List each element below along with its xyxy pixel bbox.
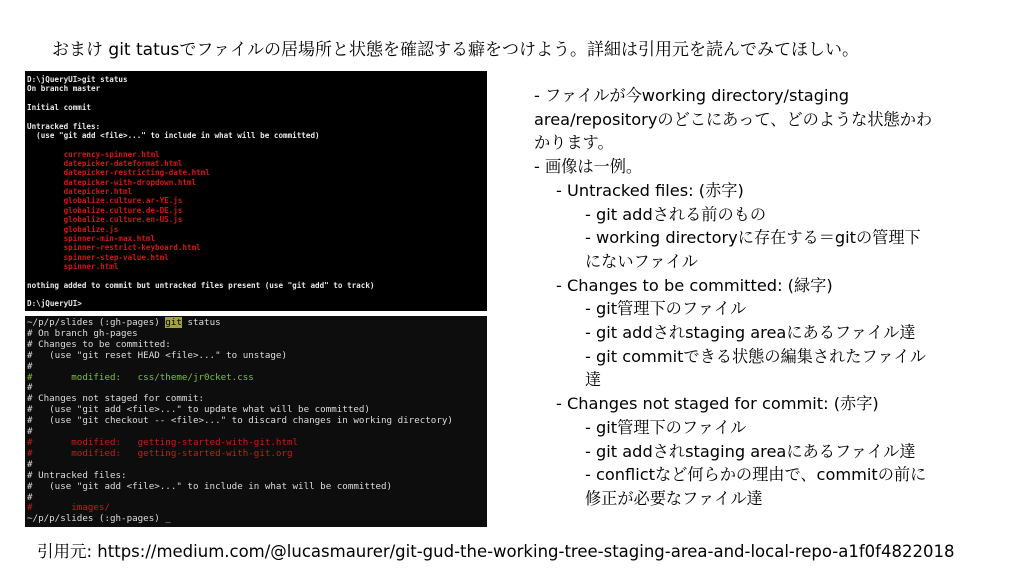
terminal-line: # (use "git add <file>..." to update what will be committed): [27, 404, 370, 416]
note-line: - conflictなど何らかの理由で、commitの前に: [585, 465, 927, 485]
terminal-line: D:\jQueryUI>: [27, 299, 82, 309]
note-line: - git addされstaging areaにあるファイル達: [585, 323, 916, 343]
terminal-line: datepicker-restricting-date.html: [27, 168, 210, 178]
terminal-line: #: [27, 360, 33, 372]
terminal-line: # modified: getting-started-with-git.html: [27, 436, 299, 448]
terminal-line: # images/: [27, 502, 110, 514]
note-line: - git commitできる状態の編集されたファイル: [585, 346, 926, 366]
note-line: - git addされる前のもの: [585, 204, 767, 224]
terminal-line: spinner-restrict-keyboard.html: [27, 243, 201, 253]
terminal-line: # modified: css/theme/jr0cket.css: [27, 371, 254, 383]
terminal-line: # (use "git checkout -- <file>..." to discard changes in working directory): [27, 415, 453, 427]
terminal-line: globalize.culture.ar-YE.js: [27, 196, 183, 206]
terminal-line: spinner.html: [27, 261, 119, 271]
terminal-line: #: [27, 426, 33, 438]
terminal-line: #: [27, 458, 33, 470]
note-line: 達: [585, 370, 602, 390]
terminal-line: [27, 112, 487, 121]
note-line: - 画像は一例。: [534, 157, 643, 177]
note-line: - Changes to be committed: (緑字): [556, 275, 833, 295]
terminal-line: spinner-min-max.html: [27, 233, 156, 243]
terminal-line: # Untracked files:: [27, 469, 127, 481]
terminal-line: ~/p/p/slides (:gh-pages) _: [27, 513, 171, 525]
terminal-line: # Changes to be committed:: [27, 338, 171, 350]
terminal-line: datepicker.html: [27, 187, 133, 197]
terminal-line: # On branch gh-pages: [27, 327, 138, 339]
explanation-notes: [534, 84, 974, 511]
terminal-line: nothing added to commit but untracked files present (use "git add" to track): [27, 280, 375, 290]
slide-title: おまけ git tatusでファイルの居場所と状態を確認する癖をつけよう。詳細は引用元を読んでみてほしい。: [52, 40, 860, 60]
prompt-suffix: status: [181, 317, 221, 328]
note-line: 修正が必要なファイル達: [585, 488, 763, 508]
terminal-line: datepicker-dateformat.html: [27, 159, 183, 169]
terminal-line: On branch master: [27, 84, 101, 94]
note-line: にないファイル: [585, 251, 698, 271]
note-line: - git addされstaging areaにあるファイル達: [585, 441, 916, 461]
terminal-line: datepicker-with-dropdown.html: [27, 177, 197, 187]
source-citation: 引用元: https://medium.com/@lucasmaurer/git-gud-the-working-tree-staging-area-and-local-repo-a1f0f4822018: [37, 542, 955, 561]
terminal-line: Initial commit: [27, 103, 92, 113]
terminal-line: currency-spinner.html: [27, 149, 160, 159]
prompt-command-highlight: git: [165, 317, 182, 328]
terminal-line: globalize.culture.en-US.js: [27, 215, 183, 225]
terminal-line: [27, 290, 487, 299]
terminal-line: (use "git add <file>..." to include in what will be committed): [27, 131, 320, 141]
note-line: - working directoryに存在する＝gitの管理下: [585, 228, 921, 248]
terminal-line: spinner-step-value.html: [27, 252, 169, 262]
prompt-prefix: ~/p/p/slides (:gh-pages): [27, 317, 166, 328]
note-line: - git管理下のファイル: [585, 417, 747, 437]
note-line: - Untracked files: (赤字): [556, 180, 744, 200]
terminal-line: #: [27, 491, 33, 503]
terminal-line: D:\jQueryUI>git status: [27, 75, 128, 84]
terminal-line: #: [27, 382, 33, 394]
terminal-line: # Changes not staged for commit:: [27, 393, 205, 405]
note-line: - Changes not staged for commit: (赤字): [556, 394, 879, 414]
terminal-line: globalize.culture.de-DE.js: [27, 205, 183, 215]
terminal-line: [27, 140, 487, 149]
terminal-line: [27, 271, 487, 280]
note-line: - ファイルが今working directory/staging: [534, 86, 850, 105]
terminal-line: [27, 94, 487, 103]
terminal-line: # (use "git add <file>..." to include in what will be committed): [27, 480, 393, 492]
note-line: - git管理下のファイル: [585, 299, 747, 319]
terminal-line: Untracked files:: [27, 121, 101, 131]
terminal-line: # modified: getting-started-with-git.org: [27, 447, 293, 459]
terminal-line: globalize.js: [27, 224, 119, 234]
terminal-screenshot-windows: [25, 71, 487, 311]
terminal-screenshot-unix: [25, 316, 487, 527]
terminal-line: # (use "git reset HEAD <file>..." to unstage): [27, 349, 287, 361]
note-line: area/repositoryのどこにあって、どのような状態かわ: [534, 109, 933, 129]
note-line: かります。: [534, 133, 614, 153]
